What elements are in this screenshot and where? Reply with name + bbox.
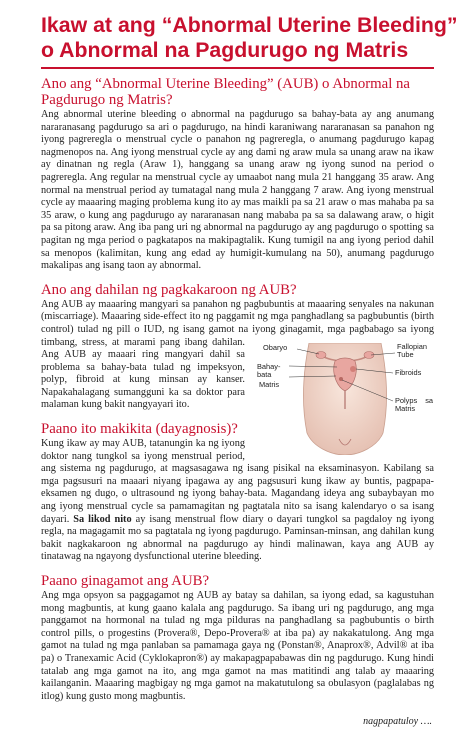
diagnosis-text-part-2: ay isang menstrual flow diary o dayari tungkol sa pagdaloy ng iyong regla, na magagamit mo sa pagtatala ng iyong pagdurugo. Paminsan-minsan, ang dahilan kung bakit nagkakaroon ng abnormal na pagdurugo ay hindi malinawan, kaya ang AUB ay tinatawag na ngayong dysfunctional uterine bleeding.	[41, 513, 434, 563]
uterus-diagram	[251, 343, 434, 455]
title-line-1: Ikaw at ang “Abnormal Uterine Bleeding”	[41, 13, 458, 37]
title-line-2: o Abnormal na Pagdurugo ng Matris	[41, 38, 409, 62]
section-causes	[41, 282, 434, 412]
label-fallopian-tube: Fallopian Tube	[397, 341, 427, 359]
section-paragraph: Ang mga opsyon sa paggagamot ng AUB ay batay sa dahilan, sa iyong edad, sa kagustuhan mong magbuntis, at kung gaano kalala ang pagdurugo. Sa ibang uri ng pagdurugo, ang mga panggamot na hormonal na tulad ng mga pilduras na panghadlang sa pagbubuntis o birth control pills, o progestins (Provera®, Depo-Provera® at iba pa) ay nakakatulong. Ang mga gamot na tulad ng mga panlaban sa pamamaga gaya ng (Ponstan®, Anaprox®, Advil® at iba pa) o Tranexamic Acid (Cyklokapron®) ay makapagpapabawas din ng pagdurugo. Kung hindi tatalab ang mga gamot na ito, ang mga gamot na mas matitindi ang talab ay maaaring kailanganin. Maaaring magbigay ng mga gamot na makatutulong sa obulasyon (paglalabas ng itlog) kung gusto mong magbuntis.	[41, 590, 434, 702]
causes-text-part-1: Ang AUB ay maaaring mangyari sa panahon ng pagbubuntis at maaaring senyales na nakunan (miscarriage). Maaaring side-effect ito ng paggamit ng mga panghadlang sa pagbubuntis (birth control) tulad ng pill o IUD, ng isang gamot na iyong ginagamit, mga pagbabago sa iyong timbang, stress, at marami pang ibang dahilan.	[41, 298, 434, 348]
section-heading: Ano ang “Abnormal Uterine Bleeding” (AUB) o Abnormal na Pagdurugo ng Matris?	[41, 76, 411, 108]
section-heading: Paano ginagamot ang AUB?	[41, 573, 210, 589]
causes-text-part-2: Ang AUB ay maaari ring mangyari dahil sa problema sa bahay-bata tulad ng impeksyon, polyp, fibroid at kung minsan ay kanser. Napakahalagang sumangguni ka sa doktor para malaman kung bakit nangyayari ito.	[41, 349, 245, 411]
section-paragraph	[41, 438, 434, 564]
article-body	[41, 76, 434, 712]
continued-note: nagpapatuloy ….	[363, 716, 432, 727]
title-divider	[41, 67, 434, 69]
label-matris: Matris	[259, 379, 280, 389]
label-fibroids: Fibroids	[395, 367, 422, 377]
section-what-is-aub	[41, 76, 434, 273]
diagnosis-text-part-1: Kung ikaw ay may AUB, tatanungin ka ng iyong doktor nang tungkol sa iyong menstrual period, ang sistema ng pagdurugo, at magsasagawa ng isang pisikal na eksaminasyon. Kabilang sa mga pagsusuri na maaari niyang ipagawa ay ang pagsusuri kung ikaw ay buntis, pagpapa-eksamen ng dugo, o ultrasound ng iyong bahay-bata. Magandang ideya ang subaybayan mo ang iyong menstrual cycle sa pamamagitan ng pagtatala nito sa isang kalendaryo o sa isang dayari.	[41, 438, 434, 525]
label-polyps: Polyps sa Matris	[395, 395, 433, 413]
section-heading: Paano ito makikita (dayagnosis)?	[41, 421, 238, 438]
label-bahay-bata: Bahay-bata	[257, 361, 281, 379]
section-paragraph	[41, 299, 434, 412]
label-obaryo: Obaryo	[263, 342, 288, 352]
diagnosis-bold-text: Sa likod nito	[69, 513, 132, 525]
section-paragraph: Ang abnormal uterine bleeding o abnormal na pagdurugo sa bahay-bata ay ang anumang nararanasang pagdurugo sa ari o pagdurugo, na hindi karaniwang nararanasan sa panahon ng iyong pagreregla o menstrual cycle o panahon ng pagreregla, o anumang pagdurugo kapag nagmenopos na. Ang iyong menstrual cycle ay ang dami ng araw mula sa unang araw na ikaw ay dinatnan ng regla (Araw 1), hanggang sa unang araw ng iyong sunod na period o pagreregla. Ang regular na menstrual cycle ay umaabot nang mula 21 hanggang 35 araw. Ang normal na menstrual period ay tumatagal nang mula 2 hanggang 7 araw. Ang iyong menstrual cycle ay maaaring maging problema kung ito ay mas maikli pa sa 21 araw o mas mahaba pa sa 35 araw, o kung ang pagdurugo ay nararanasan nang mababa pa sa sa dalawang araw, o higit pa sa pitong araw. Ang iba pang uri ng abnormal na pagdurugo ay ang pagdurugo o spotting sa pagitan ng mga period o pagkatapos na makipagtalik. Kung tumigil na ang iyong period dahil sa menopos (kalimitan, kung ang edad ay humigit-kumulang na 50), anumang pagdurugo makalipas ang isang taon ay abnormal.	[41, 109, 434, 272]
page-title	[41, 13, 461, 63]
section-heading: Ano ang dahilan ng pagkakaroon ng AUB?	[41, 281, 297, 298]
section-treatment	[41, 573, 434, 703]
